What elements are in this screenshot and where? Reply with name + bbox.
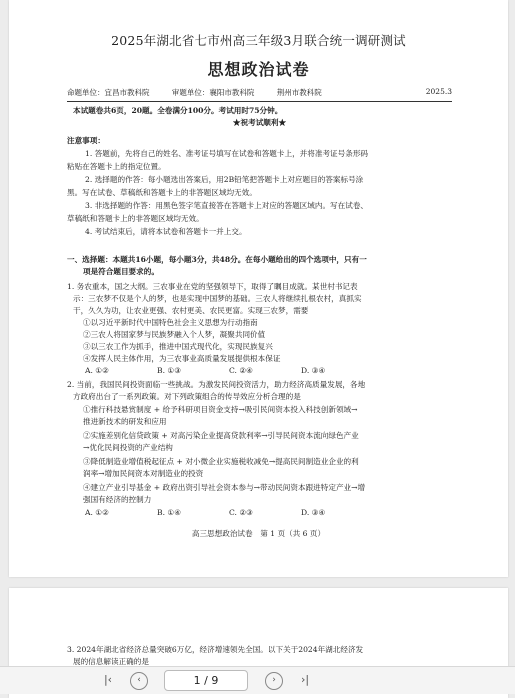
q2-choices bbox=[85, 508, 445, 517]
section-1-heading-line-2: 项是符合题目要求的。 bbox=[83, 267, 159, 276]
note-2-line-2: 黑。写在试卷、草稿纸和答题卡上的非答题区域均无效。 bbox=[67, 188, 257, 197]
last-page-icon[interactable]: ›| bbox=[300, 673, 310, 686]
q2-choice-a: A. ①② bbox=[85, 508, 109, 517]
q2-option-1-line-1: ①推行科技悬赏制度 + 给予科研项目资金支持→吸引民间资本投入科技创新领域→ bbox=[83, 405, 358, 414]
notes-heading: 注意事项： bbox=[67, 136, 105, 145]
q1-stem-line-3: 干，久久为功，让农业更强、农村更美、农民更富。实现三农梦，需要 bbox=[73, 306, 309, 315]
q2-option-4-line-1: ④建立产业引导基金 + 政府出资引导社会资本参与→带动民间资本跟进特定产业→增 bbox=[83, 483, 366, 492]
q2-choice-d: D. ③④ bbox=[301, 508, 326, 517]
q2-option-3-line-1: ③降低制造业增值税起征点 + 对小微企业实施税收减免→提高民间制造业企业的利 bbox=[83, 457, 359, 466]
exam-header-title: 2025年湖北省七市州高三年级3月联合统一调研测试 bbox=[111, 33, 406, 48]
document-page-1 bbox=[9, 0, 508, 577]
q2-option-2-line-1: ②实施差别化信贷政策 + 对高污染企业提高贷款利率→引导民间资本流向绿色产业 bbox=[83, 431, 359, 440]
q2-stem-line-2: 方政府出台了一系列政策。对下列政策组合的传导效应分析合理的是 bbox=[73, 392, 301, 401]
exam-meta-row bbox=[67, 87, 452, 98]
q1-choice-c: C. ②④ bbox=[229, 366, 253, 375]
q1-option-1: ①以习近平新时代中国特色社会主义思想为行动指南 bbox=[83, 318, 258, 327]
exam-info: 本试题卷共6页，20题。全卷满分100分。考试用时75分钟。 bbox=[73, 106, 283, 115]
q2-option-2-line-2: →优化民间投资的产业结构 bbox=[83, 443, 173, 452]
note-3-line-2: 草稿纸和答题卡上的非答题区域均无效。 bbox=[67, 214, 204, 223]
meta-setter: 命题单位：宜昌市教科院 bbox=[67, 88, 150, 97]
q2-choice-b: B. ①④ bbox=[157, 508, 182, 517]
q1-choice-d: D. ③④ bbox=[301, 366, 326, 375]
note-2-line-1: 2. 选择题的作答：每小题选出答案后，用2B铅笔把答题卡上对应题目的答案标号涂 bbox=[85, 175, 364, 184]
note-1-line-1: 1. 答题前，先将自己的姓名、准考证号填写在试卷和答题卡上，并将准考证号条形码 bbox=[85, 149, 369, 158]
q1-choices bbox=[85, 366, 445, 375]
q1-stem-line-2: 示：三农梦不仅是个人的梦，也是实现中国梦的基础。三农人将继续扎根农村，真抓实 bbox=[73, 294, 362, 303]
note-1-line-2: 粘贴在答题卡上的指定位置。 bbox=[67, 162, 166, 171]
q1-choice-b: B. ①③ bbox=[157, 366, 182, 375]
q2-option-3-line-2: 润率→增加民间资本对制造业的投资 bbox=[83, 469, 204, 478]
q2-choice-c: C. ②③ bbox=[229, 508, 253, 517]
meta-reviewer: 审题单位：襄阳市教科院 bbox=[171, 88, 255, 97]
meta-reviewer-2: 荆州市教科院 bbox=[276, 88, 322, 97]
q1-option-3: ③以三农工作为抓手，推进中国式现代化，实现民族复兴 bbox=[83, 342, 273, 351]
note-3-line-1: 3. 非选择题的作答：用黑色签字笔直接答在答题卡上对应的答题区域内。写在试卷、 bbox=[85, 201, 369, 210]
note-4: 4. 考试结束后，请将本试卷和答题卡一并上交。 bbox=[85, 227, 247, 236]
exam-subject-title: 思想政治试卷 bbox=[207, 60, 310, 79]
q1-stem-line-1: 1. 务农重本，国之大纲。三农事业在党的坚强领导下，取得了瞩目成就。某世村书记表 bbox=[67, 282, 358, 291]
q2-option-1-line-2: 推进新技术的研发和应用 bbox=[83, 417, 167, 426]
next-page-icon[interactable]: › bbox=[265, 672, 283, 690]
q3-stem-line-1: 3. 2024年湖北省经济总量突破6万亿，经济增速领先全国。以下关于2024年湖北经济发 bbox=[67, 645, 364, 654]
pdf-navigation-toolbar bbox=[0, 666, 515, 694]
good-luck-banner: ★祝考试顺利★ bbox=[232, 118, 287, 127]
prev-page-icon[interactable]: ‹ bbox=[130, 672, 148, 690]
page-footer: 高三思想政治试卷 第 1 页（共 6 页） bbox=[191, 529, 326, 538]
q1-option-4: ④发挥人民主体作用，为三农事业高质量发展提供根本保证 bbox=[83, 354, 281, 363]
header-rule bbox=[67, 101, 452, 102]
first-page-icon[interactable]: |‹ bbox=[103, 673, 113, 686]
q1-option-2: ②三农人将国家梦与民族梦融入个人梦，凝聚共同价值 bbox=[83, 330, 266, 339]
q2-option-4-line-2: 强国有经济的控制力 bbox=[83, 495, 152, 504]
page-number-input[interactable]: 1 / 9 bbox=[164, 670, 248, 691]
q3-stem-line-2: 展的信息解读正确的是 bbox=[73, 657, 149, 666]
q2-stem-line-1: 2. 当前，我国民间投资面临一些挑战。为激发民间投资活力，助力经济高质量发展，各地 bbox=[67, 380, 366, 389]
meta-date: 2025.3 bbox=[425, 87, 452, 96]
section-1-heading-line-1: 一、选择题：本题共16小题，每小题3分，共48分。在每小题给出的四个选项中，只有一 bbox=[67, 255, 367, 264]
q1-choice-a: A. ①② bbox=[85, 366, 109, 375]
